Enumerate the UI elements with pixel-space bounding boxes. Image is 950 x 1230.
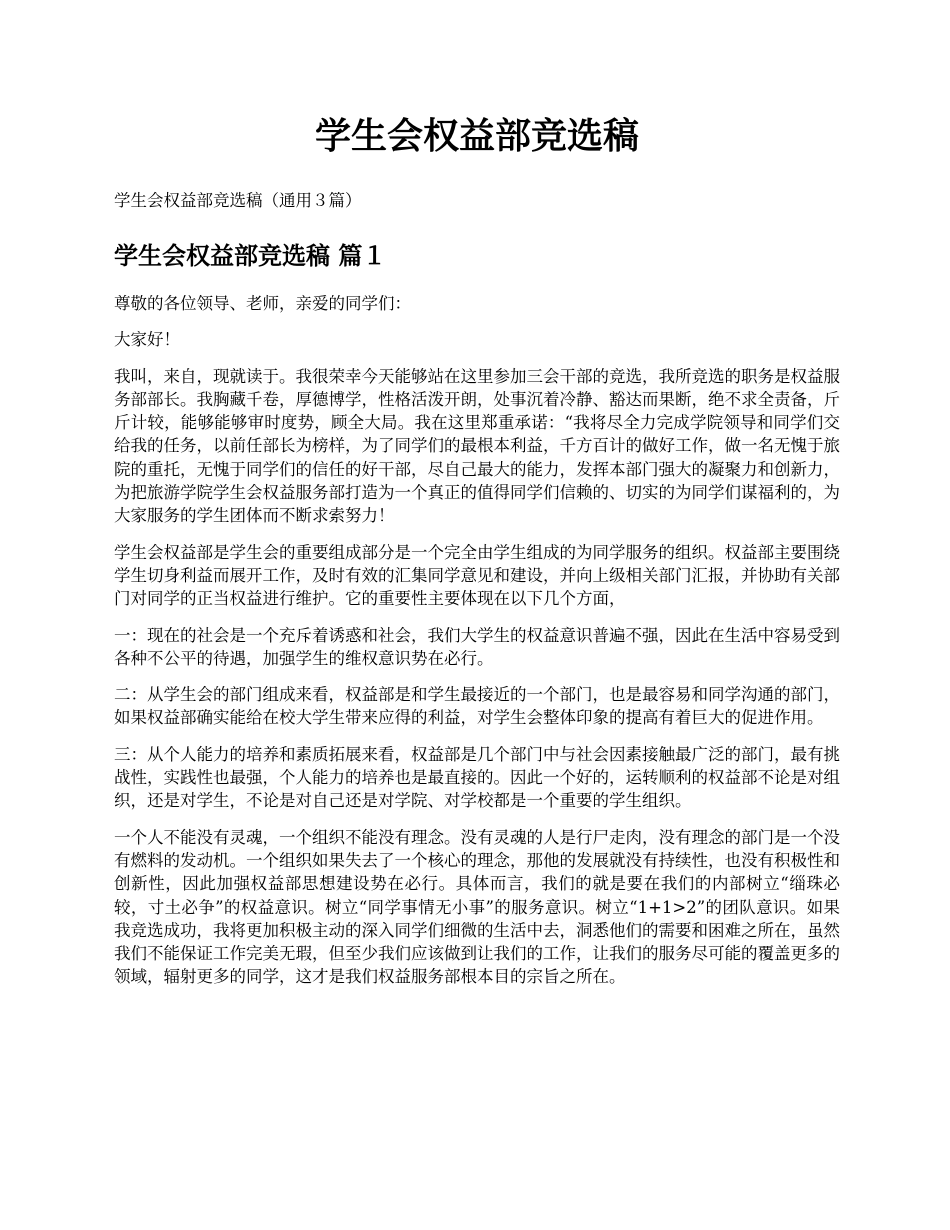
document-page [114, 110, 840, 1002]
salutation-paragraph: 尊敬的各位领导、老师，亲爱的同学们： [114, 294, 411, 313]
philosophy-paragraph: 一个人不能没有灵魂，一个组织不能没有理念。没有灵魂的人是行尸走肉，没有理念的部门是一个没有燃料的发动机。一个组织如果失去了一个核心的理念，那他的发展就没有持续性，也没有积极性和创新性，因此加强权益部思想建设势在必行。具体而言，我们的就是要在我们的内部树立“缁珠必较，寸土必争”的权益意识。树立“同学事情无小事”的服务意识。树立“1+1>2”的团队意识。如果我竞选成功，我将更加积极主动的深入同学们细微的生活中去，洞悉他们的需要和困难之所在，虽然我们不能保证工作完美无瑕，但至少我们应该做到让我们的工作，让我们的服务尽可能的覆盖更多的领域，辐射更多的同学，这才是我们权益服务部根本目的宗旨之所在。 [114, 827, 840, 987]
point-two-paragraph: 二：从学生会的部门组成来看，权益部是和学生最接近的一个部门，也是最容易和同学沟通的部门，如果权益部确实能给在校大学生带来应得的利益，对学生会整体印象的提高有着巨大的促进作用。 [114, 685, 840, 728]
department-description-paragraph: 学生会权益部是学生会的重要组成部分是一个完全由学生组成的为同学服务的组织。权益部主要围绕学生切身利益而展开工作，及时有效的汇集同学意见和建设，并向上级相关部门汇报，并协助有关部门对同学的正当权益进行维护。它的重要性主要体现在以下几个方面， [114, 542, 840, 609]
introduction-paragraph: 我叫，来自，现就读于。我很荣幸今天能够站在这里参加三会干部的竞选，我所竞选的职务是权益服务部部长。我胸藏千卷，厚德博学，性格活泼开朗，处事沉着冷静、豁达而果断，绝不求全责备，斤斤计较，能够能够审时度势，顾全大局。我在这里郑重承诺：“我将尽全力完成学院领导和同学们交给我的任务，以前任部长为榜样，为了同学们的最根本利益，千方百计的做好工作，做一名无愧于旅院的重托，无愧于同学们的信任的好干部，尽自己最大的能力，发挥本部门强大的凝聚力和创新力，为把旅游学院学生会权益服务部打造为一个真正的值得同学们信赖的、切实的为同学们谋福利的，为大家服务的学生团体而不断求索努力！ [114, 366, 840, 526]
section-heading: 学生会权益部竞选稿 篇１ [114, 241, 387, 270]
document-subtitle: 学生会权益部竞选稿（通用３篇） [114, 191, 362, 210]
page-title: 学生会权益部竞选稿 [314, 115, 639, 157]
greeting-paragraph: 大家好！ [114, 330, 180, 350]
point-three-paragraph: 三：从个人能力的培养和素质拓展来看，权益部是几个部门中与社会因素接触最广泛的部门，最有挑战性，实践性也最强，个人能力的培养也是最直接的。因此一个好的，运转顺利的权益部不论是对组织，还是对学生，不论是对自己还是对学院、对学校都是一个重要的学生组织。 [114, 744, 840, 811]
point-one-paragraph: 一：现在的社会是一个充斥着诱惑和社会，我们大学生的权益意识普遍不强，因此在生活中容易受到各种不公平的待遇，加强学生的维权意识势在必行。 [114, 625, 840, 668]
